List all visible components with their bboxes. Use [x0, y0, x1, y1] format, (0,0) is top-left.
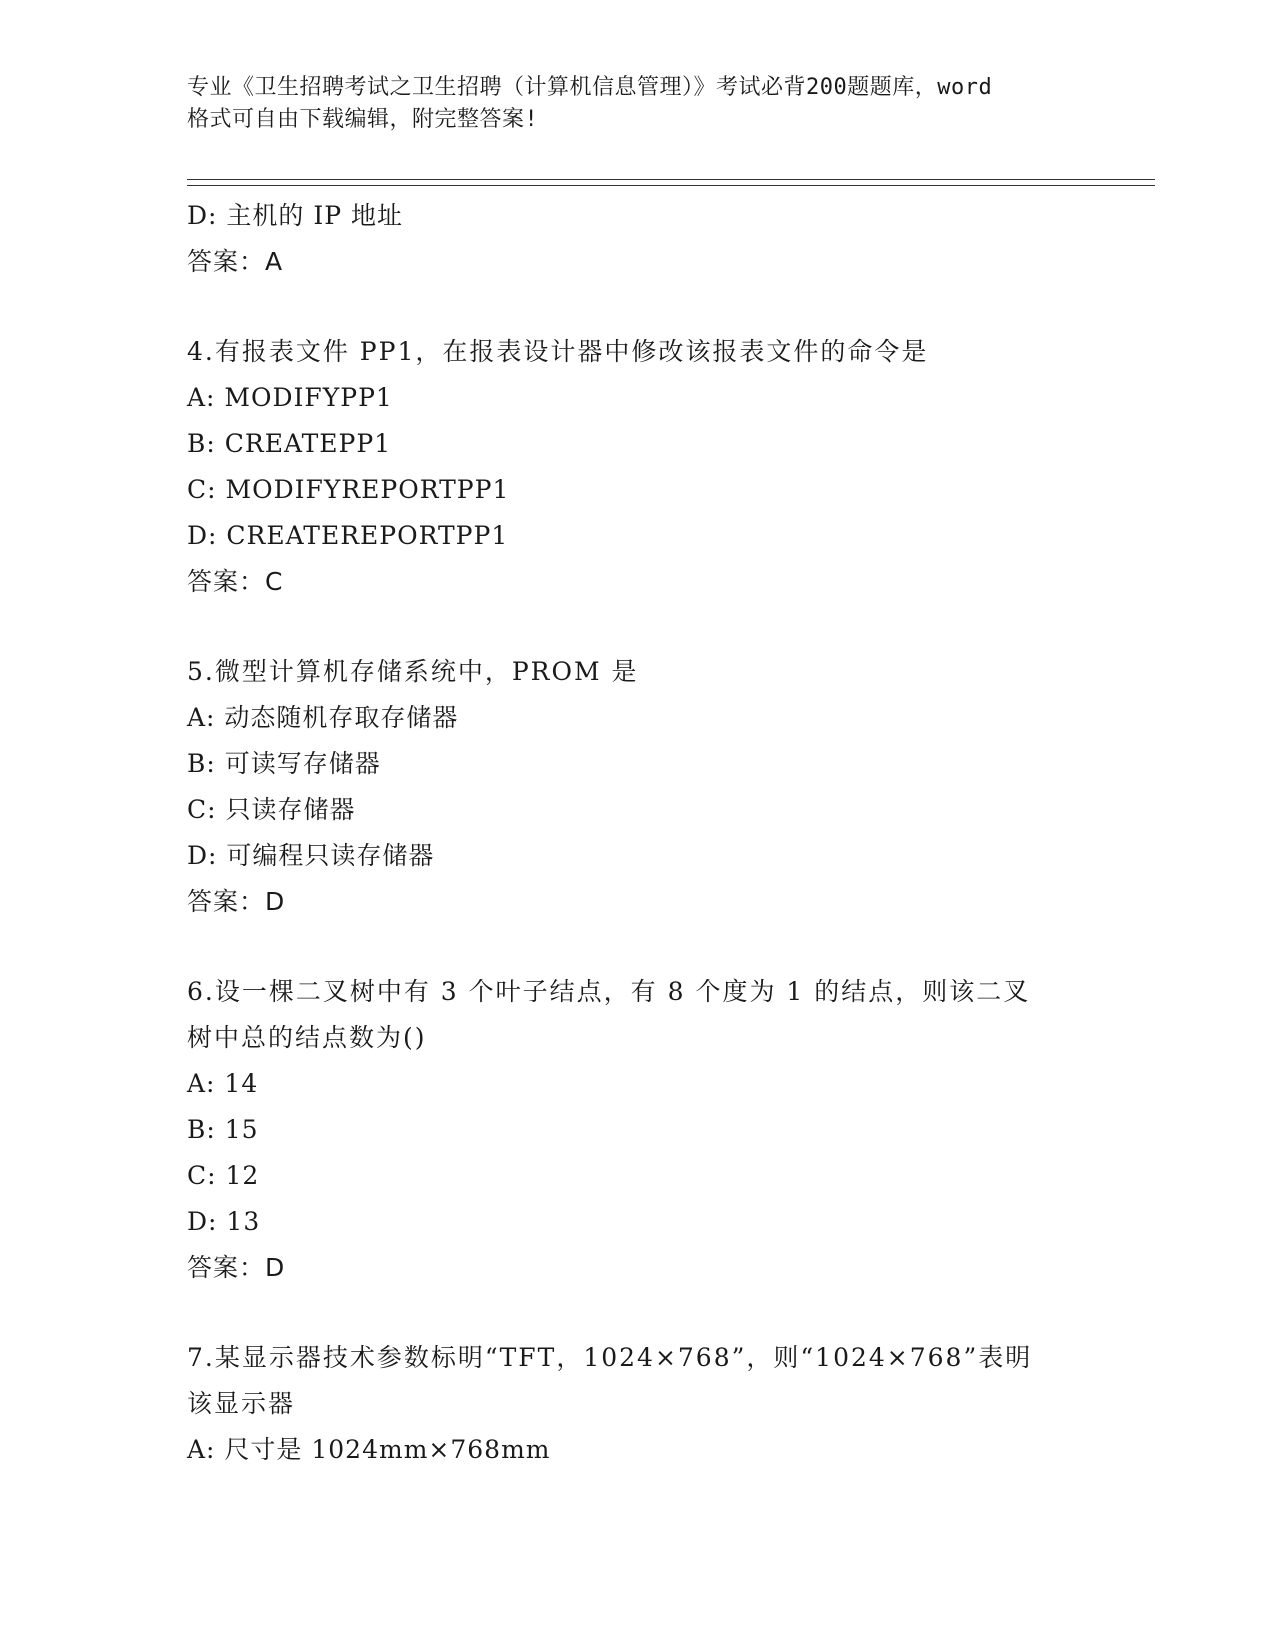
question-title-line-1: 7.某显示器技术参数标明“TFT，1024×768”，则“1024×768”表明: [187, 1343, 1033, 1372]
question-title-line-2: 树中总的结点数为(): [187, 1023, 427, 1052]
option-d: D: 可编程只读存储器: [187, 841, 435, 870]
option-b: B: 可读写存储器: [187, 749, 381, 778]
question-block-5: [187, 649, 1087, 925]
option-a: A: 14: [187, 1069, 259, 1098]
answer: 答案：C: [187, 567, 284, 596]
question-title-line-1: 6.设一棵二叉树中有 3 个叶子结点，有 8 个度为 1 的结点，则该二叉: [187, 977, 1031, 1006]
option-d: D: 主机的 IP 地址: [187, 201, 404, 230]
option-b: B: 15: [187, 1115, 259, 1144]
option-a: A: 尺寸是 1024mm×768mm: [187, 1435, 551, 1464]
option-c: C: 只读存储器: [187, 795, 356, 824]
option-c: C: 12: [187, 1161, 260, 1190]
option-a: A: MODIFYPP1: [187, 383, 393, 412]
document-header: [187, 72, 1087, 136]
question-list: [187, 193, 1087, 1473]
answer: 答案：D: [187, 1253, 286, 1282]
question-block-6: [187, 969, 1087, 1291]
option-c: C: MODIFYREPORTPP1: [187, 475, 510, 504]
answer: 答案：A: [187, 247, 284, 276]
option-d: D: 13: [187, 1207, 261, 1236]
question-block-7: [187, 1335, 1087, 1473]
option-a: A: 动态随机存取存储器: [187, 703, 459, 732]
question-block-4: [187, 329, 1087, 605]
question-title: 5.微型计算机存储系统中，PROM 是: [187, 657, 639, 686]
option-b: B: CREATEPP1: [187, 429, 392, 458]
question-title-line-2: 该显示器: [187, 1389, 296, 1418]
option-d: D: CREATEREPORTPP1: [187, 521, 509, 550]
header-line-2: 格式可自由下载编辑，附完整答案!: [187, 107, 539, 132]
question-title: 4.有报表文件 PP1，在报表设计器中修改该报表文件的命令是: [187, 337, 929, 366]
answer: 答案：D: [187, 887, 286, 916]
header-divider-top: [187, 179, 1155, 180]
header-divider-bottom: [187, 185, 1155, 186]
header-line-1: 专业《卫生招聘考试之卫生招聘（计算机信息管理）》考试必背200题题库，word: [187, 75, 993, 100]
question-block-3: [187, 193, 1087, 285]
